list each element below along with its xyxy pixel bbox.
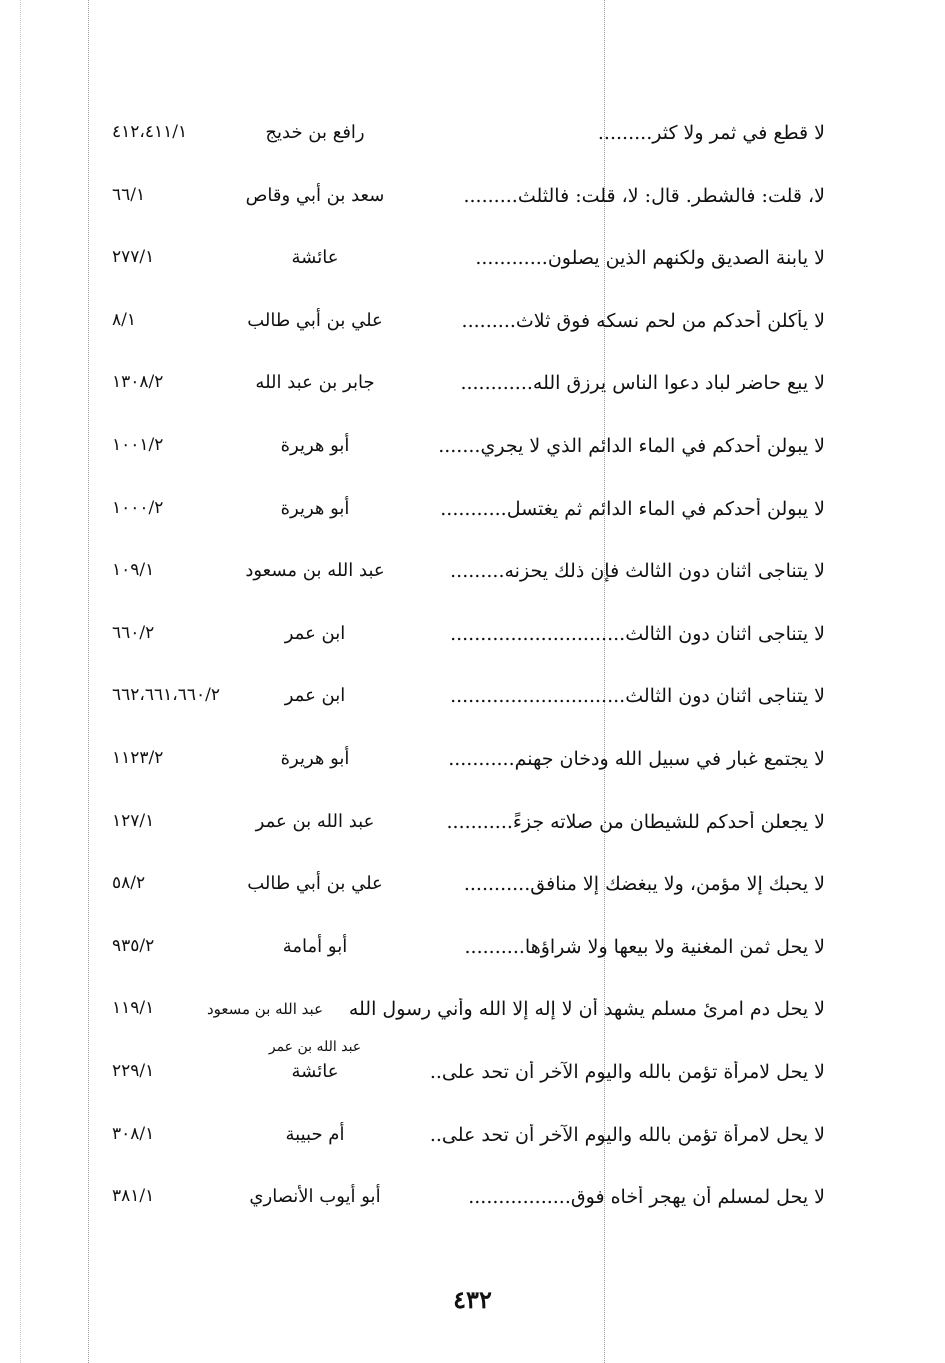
index-entry <box>0 423 945 486</box>
hadith-text: لا يحل لامرأة تؤمن بالله واليوم الآخر أن تحد على.. <box>429 1123 825 1146</box>
index-entry <box>0 173 945 236</box>
index-entry <box>0 1038 945 1112</box>
narrator: ابن عمر <box>284 622 346 644</box>
hadith-text: لا يحل لامرأة تؤمن بالله واليوم الآخر أن تحد على.. <box>429 1060 825 1083</box>
hadith-text: لا يجتمع غبار في سبيل الله ودخان جهنم........... <box>448 747 825 770</box>
narrator-extra: عبد الله بن عمر <box>268 1038 362 1055</box>
index-entry <box>0 486 945 549</box>
hadith-text: لا يحل ثمن المغنية ولا بيعها ولا شراؤها.......... <box>464 935 825 958</box>
narrator: علي بن أبي طالب <box>247 309 383 331</box>
reference: ٤١٢،٤١١/١ <box>112 122 188 142</box>
index-entry <box>0 1174 945 1237</box>
narrator: أبو هريرة <box>280 747 350 769</box>
reference: ١١٢٣/٢ <box>112 747 164 768</box>
reference: ٥٨/٢ <box>112 873 146 894</box>
hadith-text: لا يبولن أحدكم في الماء الدائم ثم يغتسل........... <box>440 497 825 520</box>
index-entry <box>0 736 945 799</box>
reference: ١٠٠٠/٢ <box>112 497 164 518</box>
reference: ٦٦٠/٢ <box>112 622 155 643</box>
index-entry <box>0 1112 945 1175</box>
narrator-name: عائشة <box>291 1060 339 1082</box>
narrator: أبو هريرة <box>280 434 350 456</box>
hadith-text: لا يتناجى اثنان دون الثالث فإن ذلك يحزنه......... <box>450 560 825 583</box>
reference: ١٣٠٨/٢ <box>112 372 164 393</box>
hadith-text: لا يتناجى اثنان دون الثالث............................. <box>450 685 825 708</box>
hadith-text: لا يبولن أحدكم في الماء الدائم الذي لا يجري....... <box>438 434 825 457</box>
reference: ٣٨١/١ <box>112 1186 155 1207</box>
index-entry <box>0 861 945 924</box>
index-entry <box>0 799 945 862</box>
hadith-text: لا يحبك إلا مؤمن، ولا يبغضك إلا منافق........... <box>463 873 825 896</box>
hadith-index-list <box>0 110 945 1237</box>
reference: ٢٢٩/١ <box>112 1060 155 1081</box>
narrator: ابن عمر <box>284 685 346 707</box>
narrator: سعد بن أبي وقاص <box>245 184 385 206</box>
narrator: أم حبيبة <box>285 1123 345 1145</box>
reference: ١٠٠١/٢ <box>112 434 164 455</box>
narrator: جابر بن عبد الله <box>255 372 375 394</box>
reference: ٩٣٥/٢ <box>112 935 155 956</box>
reference: ١١٩/١ <box>112 998 155 1019</box>
narrator: أبو أيوب الأنصاري <box>249 1186 381 1208</box>
reference: ٦٦/١ <box>112 184 146 205</box>
narrator: عائشة <box>291 247 339 269</box>
reference: ٨/١ <box>112 309 136 330</box>
index-entry <box>0 360 945 423</box>
page-number: ٤٣٢ <box>453 1285 492 1314</box>
reference: ١٢٧/١ <box>112 810 155 831</box>
hadith-text: لا يأكلن أحدكم من لحم نسكه فوق ثلاث......... <box>461 309 825 332</box>
narrator: عبد الله بن عمر <box>255 810 375 832</box>
narrator: عبد الله بن مسعود <box>206 1000 324 1019</box>
narrator: عبد الله بن مسعود <box>245 560 385 582</box>
hadith-text: لا يجعلن أحدكم للشيطان من صلاته جزءً........... <box>446 810 825 833</box>
reference: ١٠٩/١ <box>112 560 155 581</box>
hadith-text: لا يبع حاضر لباد دعوا الناس يرزق الله............ <box>460 372 825 395</box>
hadith-text: لا يابنة الصديق ولكنهم الذين يصلون............ <box>475 247 825 270</box>
index-entry <box>0 110 945 173</box>
index-entry <box>0 611 945 674</box>
index-entry <box>0 548 945 611</box>
index-entry <box>0 673 945 736</box>
hadith-text: لا يتناجى اثنان دون الثالث............................. <box>450 622 825 645</box>
narrator: رافع بن خديج <box>265 122 365 143</box>
narrator: علي بن أبي طالب <box>247 873 383 895</box>
index-entry <box>0 235 945 298</box>
narrator: أبو أمامة <box>282 935 348 957</box>
hadith-text: لا، قلت: فالشطر. قال: لا، قلت: فالثلث......... <box>463 184 825 207</box>
hadith-text: لا يحل لمسلم أن يهجر أخاه فوق................. <box>468 1186 825 1209</box>
narrator: أبو هريرة <box>280 497 350 519</box>
reference: ٣٠٨/١ <box>112 1123 155 1144</box>
hadith-text: لا قطع في ثمر ولا كثر......... <box>597 122 825 144</box>
hadith-text: لا يحل دم امرئ مسلم يشهد أن لا إله إلا الله وأني رسول الله <box>348 998 825 1021</box>
index-entry <box>0 924 945 987</box>
index-entry <box>0 986 945 1049</box>
index-entry <box>0 298 945 361</box>
reference: ٦٦٢،٦٦١،٦٦٠/٢ <box>112 685 221 706</box>
reference: ٢٧٧/١ <box>112 247 155 268</box>
